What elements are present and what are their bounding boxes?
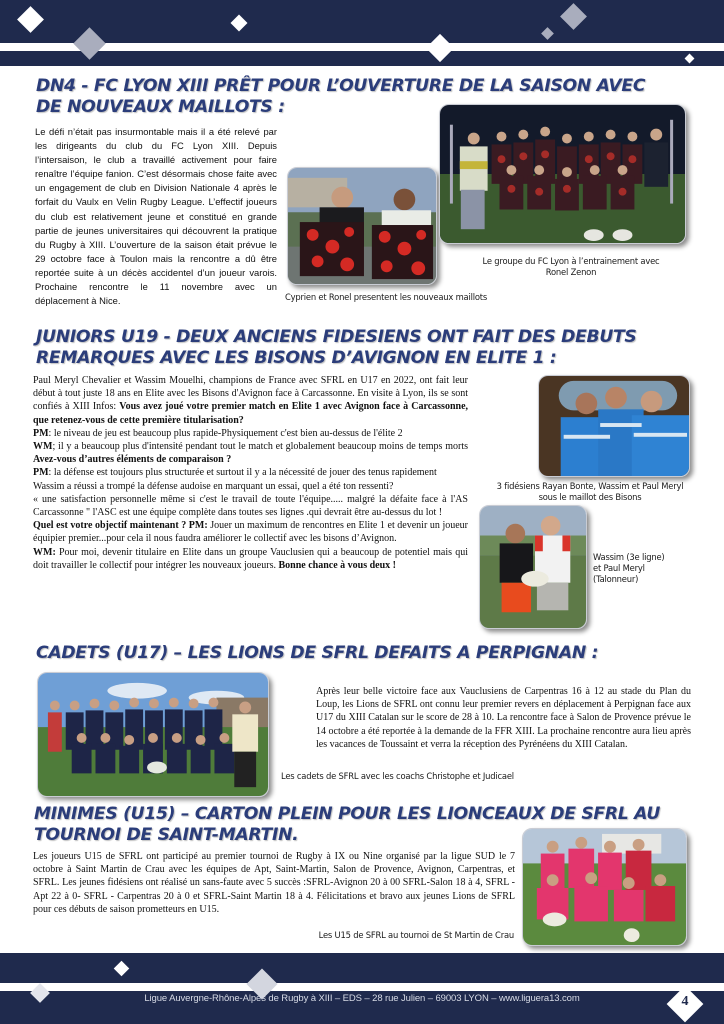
photo-wassim-paul-meryl: [479, 505, 587, 629]
photo-caption: Les cadets de SFRL avec les coachs Christophe et Judicael: [281, 771, 514, 781]
heading-line: DE NOUVEAUX MAILLOTS :: [36, 97, 285, 117]
heading-line: DN4 - FC LYON XIII PRÊT POUR L’OUVERTURE DE LA SAISON AVEC: [36, 76, 646, 96]
photo-new-jerseys: [287, 167, 437, 285]
header-band: [0, 0, 724, 66]
section-heading-juniors-u19: [36, 327, 706, 369]
cadets-image: [38, 673, 268, 796]
article-body-minimes-u15: Les joueurs U15 de SFRL ont participé au premier tournoi de Rugby à IX ou Nine organisé par la ligue SUD le 7 octobre à Saint Martin de Crau avec les équipes de Apt, Saint-Martin, Salon de Provence, Avignon, Carpentras, et SFRL. Les jeunes fidésiens ont réalisé un sans-faute avec 5 succès :SFRL-Avignon 20 à 00 SFRL-Salon 18 à 4, SFRL -Apt 22 à 0- SFRL - Carpentras 20 à 0 et SFRL-Saint Martin 18 à 4. Félicitations et bravo aux jeunes Lions de SFRL pour ces débuts de saison prometteurs en U15.: [33, 851, 515, 915]
photo-caption: Cyprien et Ronel presentent les nouveaux maillots: [285, 292, 488, 302]
paragraph: PM: la défense est toujours plus structurée et surtout il y a la nécessité de jouer des tenus rapidement: [33, 467, 437, 479]
duo-image: [480, 506, 586, 628]
footer-white-stripe: [0, 983, 724, 991]
section-heading-cadets-u17: [36, 643, 706, 664]
header-white-stripe: [0, 43, 724, 51]
paragraph: PM: le niveau de jeu est beaucoup plus rapide-Physiquement c'est bien au-dessus de l'élite 2: [33, 427, 403, 439]
paragraph: « une satisfaction personnelle même si c'est le travail de toute l'équipe..... malgré la défaite face à l'AS Carcassonne " l'ASC est une équipe complète dans toutes ses lignes .qui devrait être au-dessus du lot !: [33, 493, 468, 519]
photo-u15-team: [522, 828, 687, 946]
photo-caption: Wassim (3e ligne) et Paul Meryl (Talonneur): [593, 552, 665, 584]
article-body-dn4: Le défi n’était pas insurmontable mais il a été relevé par les dirigeants du club du FC Lyon XIII. Depuis l’intersaison, le club a travaillé activement pour faire renaître l’équipe fanion. C’est désormais chose faite avec un engagement de club en Division Nationale 4 après le forfait du Vaulx en Velin Rugby League. L’effectif joueurs du club est relativement jeune et constitué en grande partie de jeunes universitaires qui découvrent la pratique du Rugby à XIII. L’ouverture de la saison était prévue le 29 octobre face à Toulon mais la rencontre a dû être reportée suite à un décès accidentel d’un joueur varois. Prochaine rencontre le 11 novembre avec un déplacement à Nice.: [35, 126, 277, 307]
paragraph: WM; il y a beaucoup plus d'intensité pendant tout le match et globalement beaucoup moins de temps morts Avez-vous d’autres éléments de comparaison ?: [33, 441, 468, 466]
photo-caption: Le groupe du FC Lyon à l’entrainement avec Ronel Zenon: [482, 256, 660, 277]
paragraph: Quel est votre objectif maintenant ? PM: Jouer un maximum de rencontres en Elite 1 et devenir un joueur équipier premier...pour cela il nous faudra améliorer le collectif avec les bisons d’Avignon.: [33, 520, 468, 545]
bisons-image: [539, 376, 689, 476]
heading-line: TOURNOI DE SAINT-MARTIN.: [34, 825, 299, 845]
heading-line: MINIMES (U15) – CARTON PLEIN POUR LES LIONCEAUX DE SFRL AU: [34, 804, 660, 824]
jerseys-image: [288, 168, 436, 284]
photo-caption: Les U15 de SFRL au tournoi de St Martin de Crau: [318, 930, 514, 940]
paragraph: Wassim a réussi a trompé la défense audoise en marquant un essai, quel a été ton ressenti?: [33, 480, 394, 492]
photo-fc-lyon-team: [439, 104, 686, 244]
u15-image: [523, 829, 686, 945]
photo-cadets-team: [37, 672, 269, 797]
photo-caption: 3 fidésiens Rayan Bonte, Wassim et Paul Meryl sous le maillot des Bisons: [496, 481, 684, 502]
heading-line: JUNIORS U19 - DEUX ANCIENS FIDESIENS ONT FAIT DES DEBUTS: [36, 327, 637, 347]
article-body-cadets-u17: Après leur belle victoire face aux Vauclusiens de Carpentras 16 à 12 au stade du Plan du Loup, les Lions de SFRL ont connu leur premier revers en déplacement à Perpignan face aux U17 du XIII Catalan sur le score de 28 à 10. La rencontre face à Salon de Provence prévue le 14 octobre a été reportée à la demande de la FFR XIII. La prochaine rencontre aura lieu après les vacances de Toussaint et verra la réception des Pyrénéens du XIII Catalan.: [316, 686, 691, 750]
heading-line: CADETS (U17) – LES LIONS DE SFRL DEFAITS A PERPIGNAN :: [36, 643, 599, 663]
footer-address: Ligue Auvergne-Rhône-Alpes de Rugby à XIII – EDS – 28 rue Julien – 69003 LYON – www.liguera13.com: [144, 993, 580, 1004]
paragraph: Paul Meryl Chevalier et Wassim Mouelhi, champions de France avec SFRL en U17 en 2022, ont fait leur début à tout juste 18 ans en Elite avec les Bisons d'Avignon face à Carcassonne. En visite à Lyon, ils se sont confiés à XIII Infos: Vous avez joué votre premier match en Elite 1 avec Avignon face à Carcassonne, que retenez-vous de cette première titularisation?: [33, 375, 469, 426]
paragraph: WM: Pour moi, devenir titulaire en Elite dans un groupe Vauclusien qui a beaucoup de potentiel mais qui doit travailler le collectif pour intégrer les nouveaux joueurs. Bonne chance à vous deux !: [33, 546, 468, 571]
page-number: 4: [681, 994, 689, 1009]
article-body-juniors-u19: [33, 374, 468, 572]
photo-bisons-players: [538, 375, 690, 477]
heading-line: REMARQUES AVEC LES BISONS D’AVIGNON EN ELITE 1 :: [36, 348, 557, 368]
team-image: [440, 105, 685, 243]
